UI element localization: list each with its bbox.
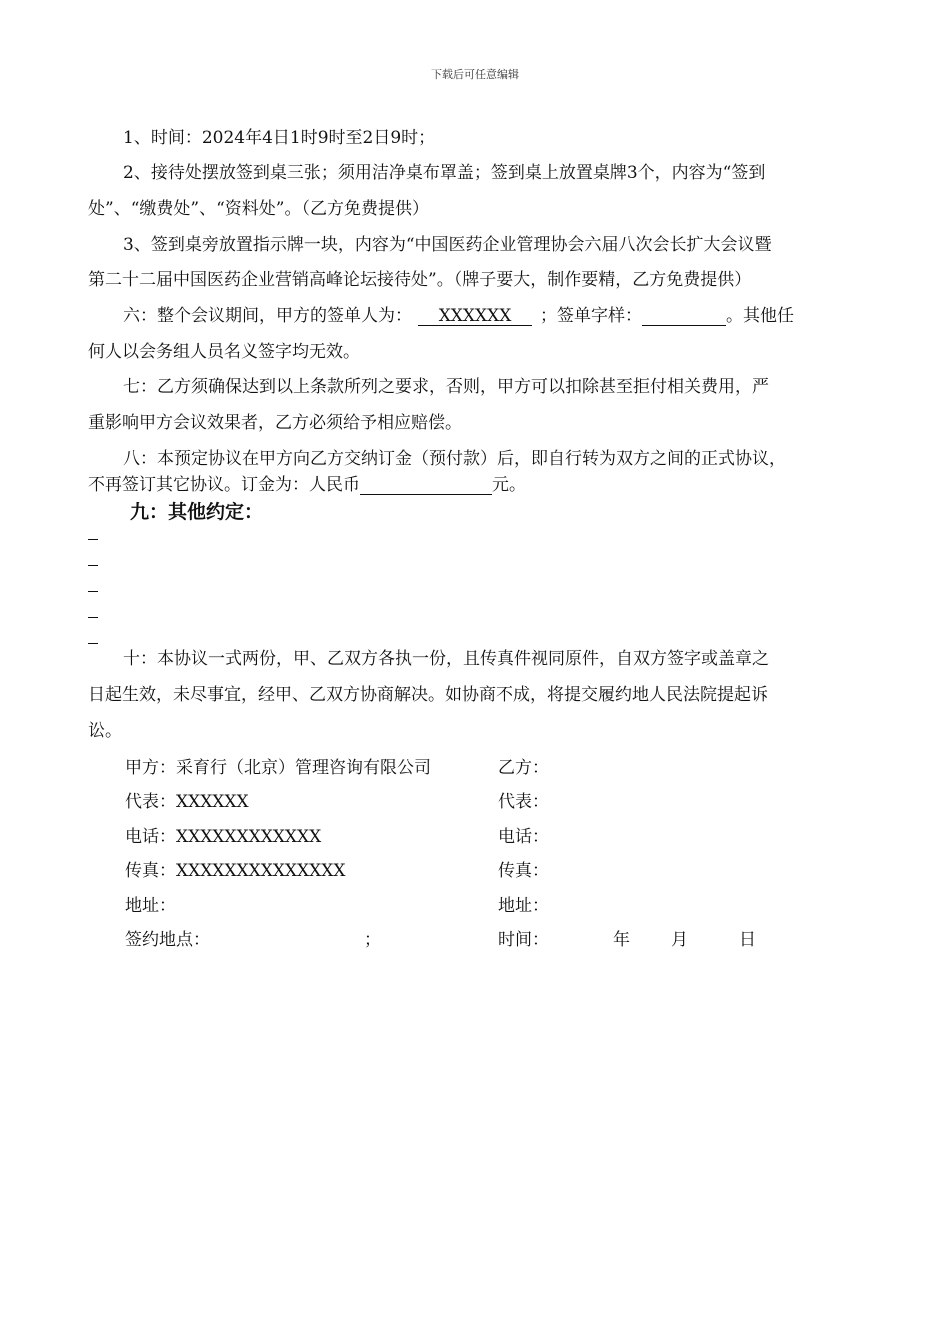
item-sign-line1: 3、签到桌旁放置指示牌一块，内容为“中国医药企业管理协会六届八次会长扩大会议暨	[123, 235, 772, 255]
clause-eight-line1: 八：本预定协议在甲方向乙方交纳订金（预付款）后，即自行转为双方之间的正式协议，	[123, 449, 786, 469]
party-b-name: 乙方：	[498, 758, 549, 778]
signing-place-end: ；	[364, 930, 381, 950]
clause-ten-line1: 十：本协议一式两份，甲、乙双方各执一份，且传真件视同原件，自双方签字或盖章之	[123, 649, 769, 669]
clause-six-line2: 何人以会务组人员名义签字均无效。	[88, 342, 360, 362]
clause-ten-line3: 讼。	[88, 721, 122, 741]
item-sign-line2: 第二十二届中国医药企业营销高峰论坛接待处”。（牌子要大，制作要精，乙方免费提供）	[88, 270, 752, 290]
party-b-representative: 代表：	[498, 792, 549, 812]
signer-field: XXXXXX	[418, 307, 532, 326]
page-header: 下载后可任意编辑	[431, 68, 519, 81]
clause-six-mid: ；签单字样：	[540, 306, 642, 326]
signing-time-label: 时间：	[498, 930, 549, 950]
clause-six-suffix: 。其他任	[726, 306, 794, 326]
clause-seven-line2: 重影响甲方会议效果者，乙方必须给予相应赔偿。	[88, 413, 462, 433]
clause-seven-line1: 七：乙方须确保达到以上条款所列之要求，否则，甲方可以扣除甚至拒付相关费用，严	[123, 377, 769, 397]
clause-eight-prefix: 不再签订其它协议。订金为：人民币	[88, 475, 360, 495]
clause-six-line1	[123, 304, 794, 328]
signing-place-label: 签约地点：	[125, 930, 210, 950]
clause-nine-title: 九：其他约定：	[130, 501, 264, 523]
clause-eight-line2	[88, 473, 526, 497]
blank-line-1	[88, 539, 98, 540]
party-b-phone: 电话：	[498, 827, 549, 847]
party-b-address: 地址：	[498, 896, 549, 916]
item-time: 1、时间：2024年4日1时9时至2日9时；	[123, 128, 436, 148]
signing-month-label: 月	[671, 930, 688, 950]
item-reception-line1: 2、接待处摆放签到桌三张；须用洁净桌布罩盖；签到桌上放置桌牌3个，内容为“签到	[123, 163, 766, 183]
clause-ten-line2: 日起生效，未尽事宜，经甲、乙双方协商解决。如协商不成，将提交履约地人民法院提起诉	[88, 685, 768, 705]
signing-year-label: 年	[613, 930, 630, 950]
signing-day-label: 日	[739, 930, 756, 950]
blank-line-3	[88, 591, 98, 592]
party-a-phone: 电话：XXXXXXXXXXXX	[125, 827, 322, 847]
party-a-address: 地址：	[125, 896, 176, 916]
blank-line-2	[88, 565, 98, 566]
signature-sample-field	[642, 307, 726, 326]
deposit-amount-field	[360, 476, 492, 495]
party-b-fax: 传真：	[498, 861, 549, 881]
blank-line-4	[88, 617, 98, 618]
clause-six-prefix: 六：整个会议期间，甲方的签单人为：	[123, 306, 412, 326]
clause-eight-suffix: 元。	[492, 475, 526, 495]
blank-line-5	[88, 643, 98, 644]
party-a-fax: 传真：XXXXXXXXXXXXXX	[125, 861, 346, 881]
item-reception-line2: 处”、“缴费处”、“资料处”。（乙方免费提供）	[88, 199, 429, 219]
party-a-name: 甲方：采育行（北京）管理咨询有限公司	[125, 758, 431, 778]
party-a-representative: 代表：XXXXXX	[125, 792, 249, 812]
